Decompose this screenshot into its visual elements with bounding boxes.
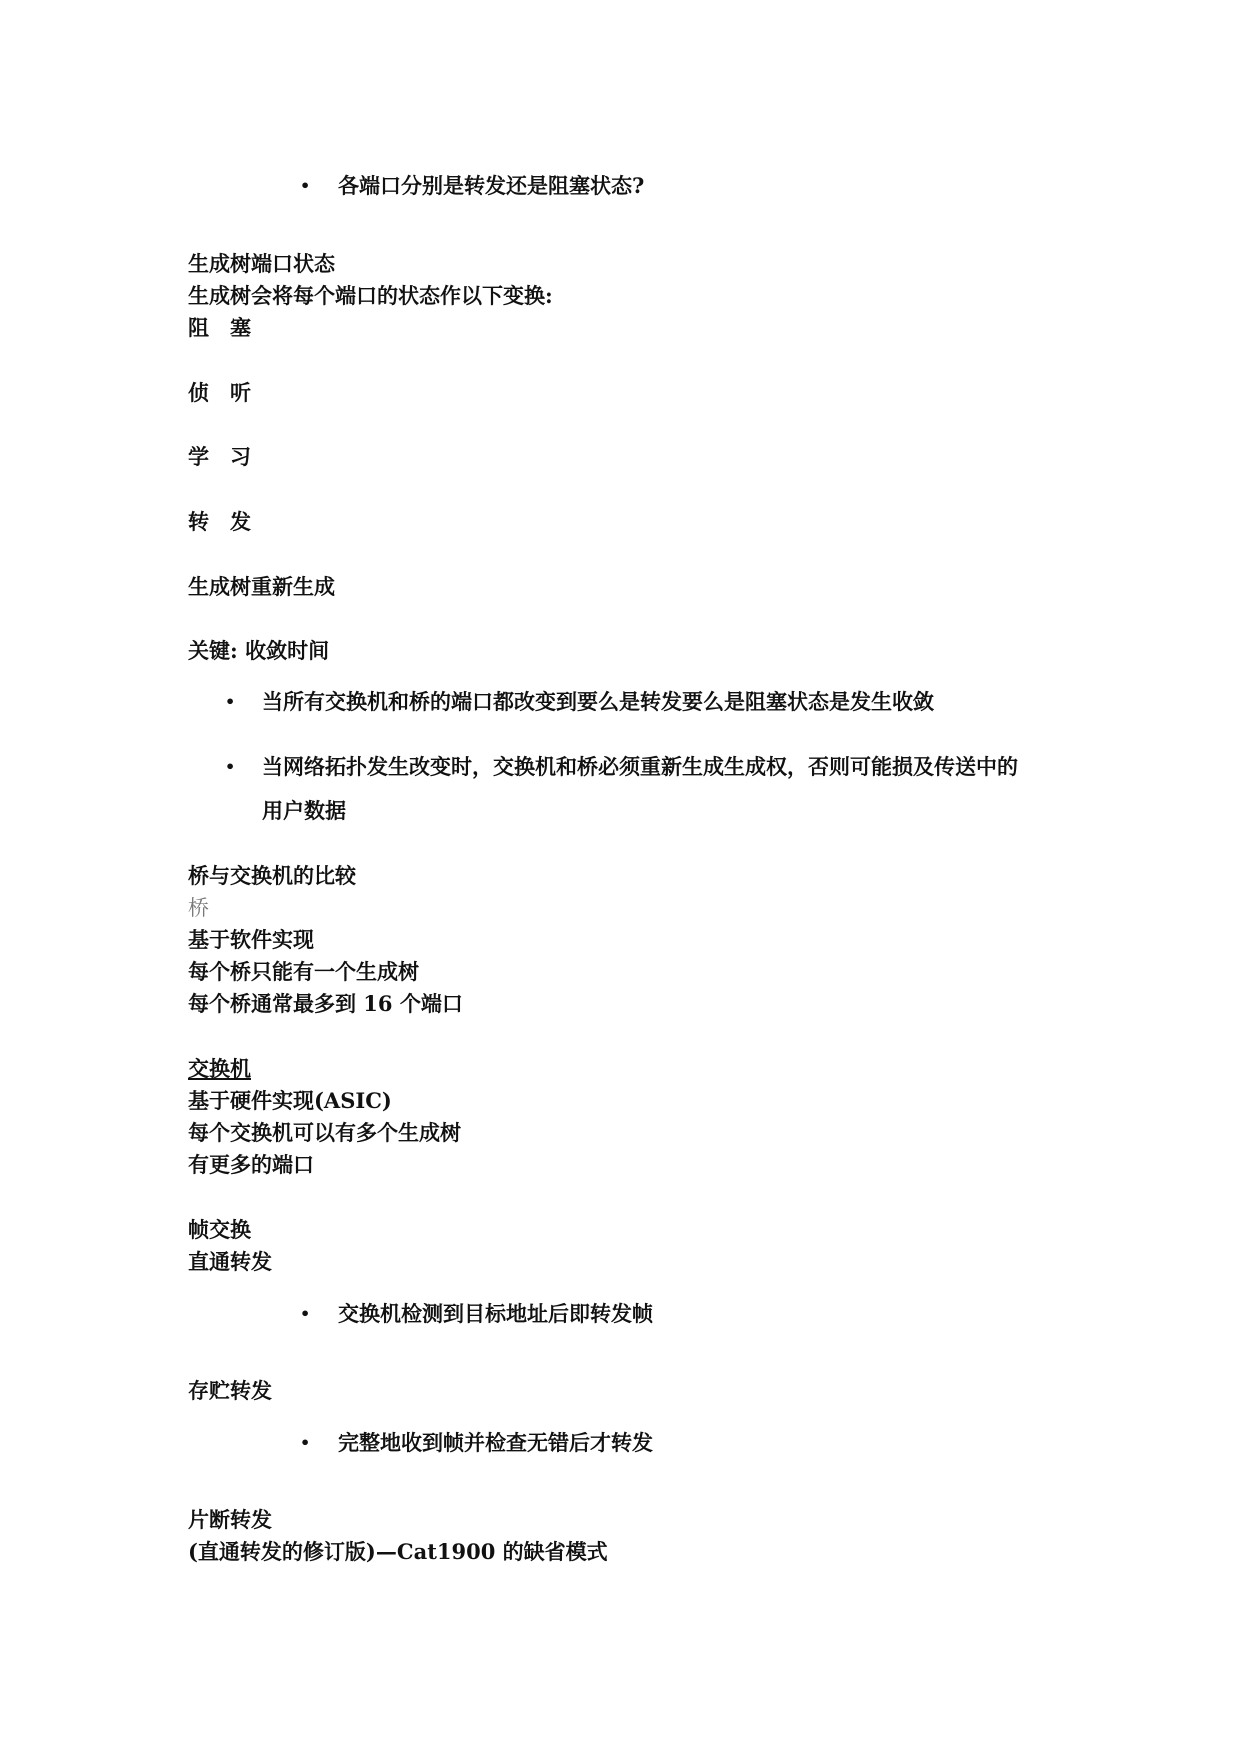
fragment-free-desc: (直通转发的修订版)—Cat1900 的缺省模式 [188, 1539, 608, 1564]
bridge-line-1: 基于软件实现 [188, 927, 314, 952]
regen-bullet-2: 当网络拓扑发生改变时，交换机和桥必须重新生成生成权，否则可能损及传送中的 [262, 754, 1018, 779]
switch-line-2: 每个交换机可以有多个生成树 [188, 1120, 461, 1145]
regen-bullet-2-cont: 用户数据 [262, 798, 346, 823]
switch-line-3: 有更多的端口 [188, 1152, 314, 1177]
switch-line-1: 基于硬件实现(ASIC) [188, 1088, 392, 1113]
ports-question: 各端口分别是转发还是阻塞状态? [338, 173, 645, 198]
bullet-icon: • [300, 1304, 311, 1323]
state-blocking: 阻 塞 [188, 315, 251, 340]
compare-title: 桥与交换机的比较 [188, 863, 356, 888]
store-forward-title: 存贮转发 [188, 1378, 272, 1403]
frame-section-title: 帧交换 [188, 1217, 251, 1242]
bullet-icon: • [300, 1433, 311, 1452]
cut-through-title: 直通转发 [188, 1249, 272, 1274]
bridge-line-2: 每个桥只能有一个生成树 [188, 959, 419, 984]
state-listening: 侦 听 [188, 380, 251, 405]
bullet-icon: • [225, 757, 236, 776]
bullet-icon: • [300, 176, 311, 195]
bullet-icon: • [225, 692, 236, 711]
state-forwarding: 转 发 [188, 509, 251, 534]
state-learning: 学 习 [188, 444, 251, 469]
fragment-free-title: 片断转发 [188, 1507, 272, 1532]
bridge-label: 桥 [188, 896, 209, 920]
key-convergence: 关键: 收敛时间 [188, 638, 330, 663]
bridge-line-3: 每个桥通常最多到 16 个端口 [188, 991, 463, 1016]
regen-section-title: 生成树重新生成 [188, 574, 335, 599]
regen-bullet-1: 当所有交换机和桥的端口都改变到要么是转发要么是阻塞状态是发生收敛 [262, 689, 934, 714]
stp-section-title: 生成树端口状态 [188, 251, 335, 276]
store-forward-desc: 完整地收到帧并检查无错后才转发 [338, 1430, 653, 1455]
stp-intro: 生成树会将每个端口的状态作以下变换: [188, 283, 553, 308]
cut-through-desc: 交换机检测到目标地址后即转发帧 [338, 1301, 653, 1326]
switch-label: 交换机 [188, 1056, 251, 1081]
